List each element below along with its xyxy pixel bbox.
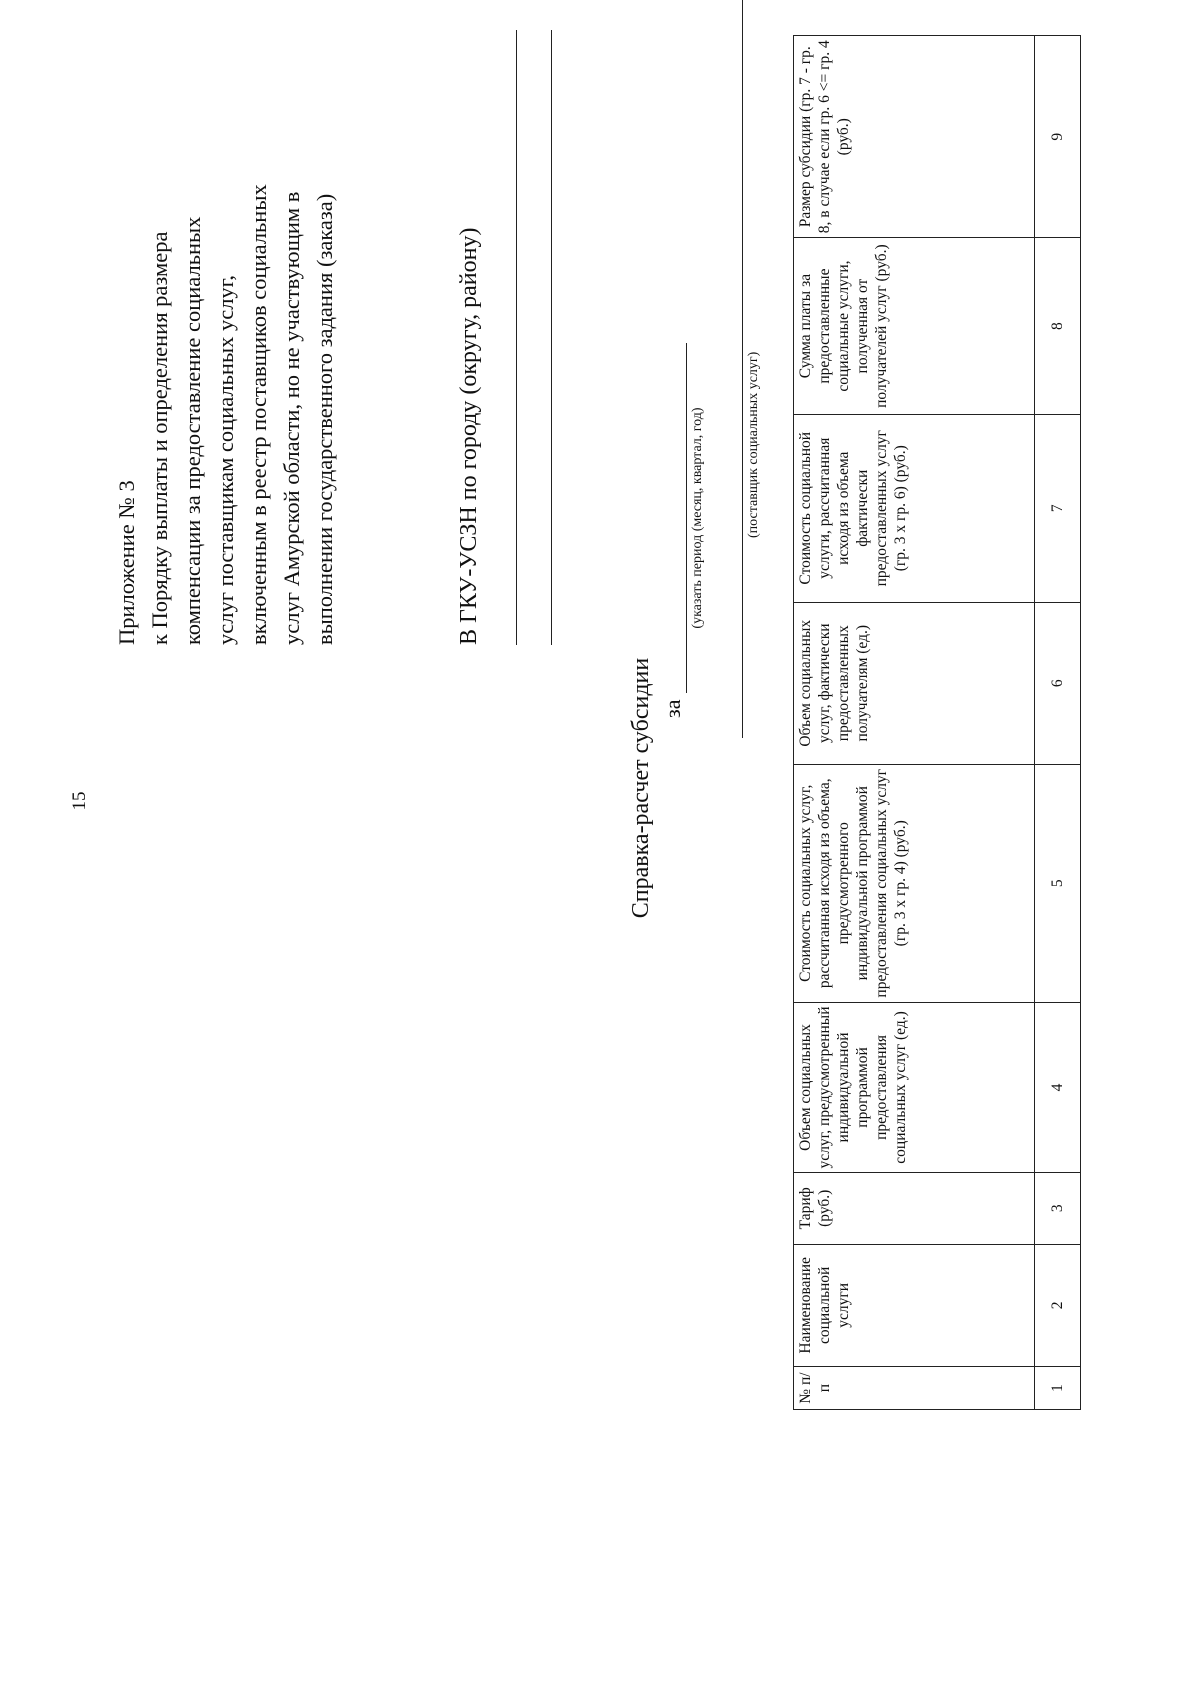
header-cell: Тариф (руб.) bbox=[794, 1173, 1035, 1244]
table-header-row bbox=[794, 36, 1035, 1410]
header-cell: Объем социальных услуг, фактически предоставленных получателям (ед.) bbox=[794, 602, 1035, 764]
appendix-line: услуг поставщикам социальных услуг, bbox=[213, 275, 238, 645]
period-label: за bbox=[660, 699, 685, 718]
appendix-line: услуг Амурской области, но не участвующим в bbox=[279, 191, 304, 645]
appendix-line: компенсации за предоставление социальных bbox=[180, 216, 205, 645]
column-number-cell: 6 bbox=[1035, 602, 1081, 764]
column-number-cell: 7 bbox=[1035, 414, 1081, 602]
recipient-fill-line bbox=[516, 30, 517, 645]
header-cell: Наименование социальной услуги bbox=[794, 1244, 1035, 1367]
column-number-cell: 1 bbox=[1035, 1367, 1081, 1410]
header-cell: Стоимость социальных услуг, рассчитанная исходя из объема, предусмотренного индивидуальной программой предоставления социальных услуг (гр. 3 x гр. 4) (руб.) bbox=[794, 764, 1035, 1002]
page-number: 15 bbox=[69, 791, 90, 811]
column-number-cell: 5 bbox=[1035, 764, 1081, 1002]
column-number-cell: 9 bbox=[1035, 36, 1081, 238]
provider-hint: (поставщик социальных услуг) bbox=[746, 351, 761, 538]
appendix-line: включенным в реестр поставщиков социальных bbox=[246, 184, 271, 645]
period-hint: (указать период (месяц, квартал, год) bbox=[690, 407, 705, 629]
appendix-line: Приложение № 3 bbox=[114, 480, 139, 645]
header-cell: Размер субсидии (гр. 7 - гр. 8, в случае если гр. 6 <= гр. 4 (руб.) bbox=[794, 36, 1035, 238]
recipient-fill-line bbox=[551, 30, 552, 645]
column-number-cell: 3 bbox=[1035, 1173, 1081, 1244]
header-cell: Стоимость социальной услуги, рассчитанная исходя из объема фактически предоставленных услуг (гр. 3 x гр. 6) (руб.) bbox=[794, 414, 1035, 602]
appendix-block bbox=[110, 5, 341, 645]
header-cell: Сумма платы за предоставленные социальные услуги, полученная от получателей услуг (руб.) bbox=[794, 238, 1035, 414]
column-number-cell: 8 bbox=[1035, 238, 1081, 414]
header-cell: Объем социальных услуг, предусмотренный индивидуальной программой предоставления социальных услуг (ед.) bbox=[794, 1002, 1035, 1172]
column-number-cell: 2 bbox=[1035, 1244, 1081, 1367]
period-fill-line bbox=[686, 343, 687, 693]
form-title: Справка-расчет субсидии bbox=[628, 657, 654, 919]
column-number-cell: 4 bbox=[1035, 1002, 1081, 1172]
header-cell: № п/п bbox=[794, 1367, 1035, 1410]
subsidy-calculation-table bbox=[793, 35, 1081, 1410]
appendix-line: выполнении государственного задания (заказа) bbox=[312, 193, 337, 645]
table-row bbox=[1035, 36, 1081, 1410]
provider-fill-line bbox=[742, 0, 743, 738]
recipient-heading: В ГКУ-УСЗН по городу (округу, району) bbox=[456, 227, 482, 645]
appendix-line: к Порядку выплаты и определения размера bbox=[147, 231, 172, 645]
